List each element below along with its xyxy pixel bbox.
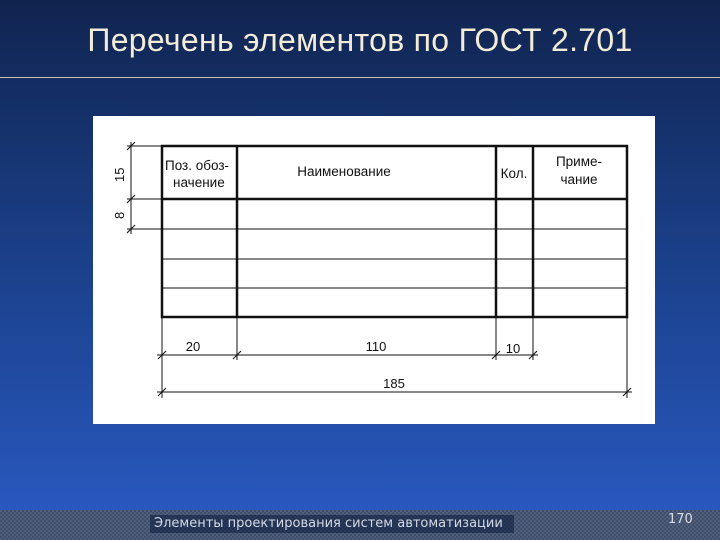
footer-caption: Элементы проектирования систем автоматизации xyxy=(150,515,514,533)
gost-table-drawing xyxy=(93,116,655,424)
title-divider xyxy=(0,77,720,78)
page-number: 170 xyxy=(668,512,693,527)
dim-col-pos: 20 xyxy=(185,339,201,354)
header-note-line2: чание xyxy=(560,172,598,187)
header-pos-line1: Поз. обоз- xyxy=(165,158,230,173)
slide-title: Перечень элементов по ГОСТ 2.701 xyxy=(87,22,633,58)
header-name: Наименование xyxy=(297,164,391,179)
dim-header-height: 15 xyxy=(112,167,127,182)
dim-total-width: 185 xyxy=(383,376,405,391)
header-note-line1: Приме- xyxy=(555,154,603,169)
dim-col-name: 110 xyxy=(365,339,387,354)
table-rows xyxy=(162,229,627,288)
gost-table-figure xyxy=(93,116,655,424)
table-frame xyxy=(162,146,627,317)
dim-row-height: 8 xyxy=(112,211,127,219)
dim-col-qty: 10 xyxy=(505,341,521,356)
left-dimensions xyxy=(127,142,162,234)
header-qty: Кол. xyxy=(500,166,528,181)
header-pos-line2: начение xyxy=(173,175,225,190)
